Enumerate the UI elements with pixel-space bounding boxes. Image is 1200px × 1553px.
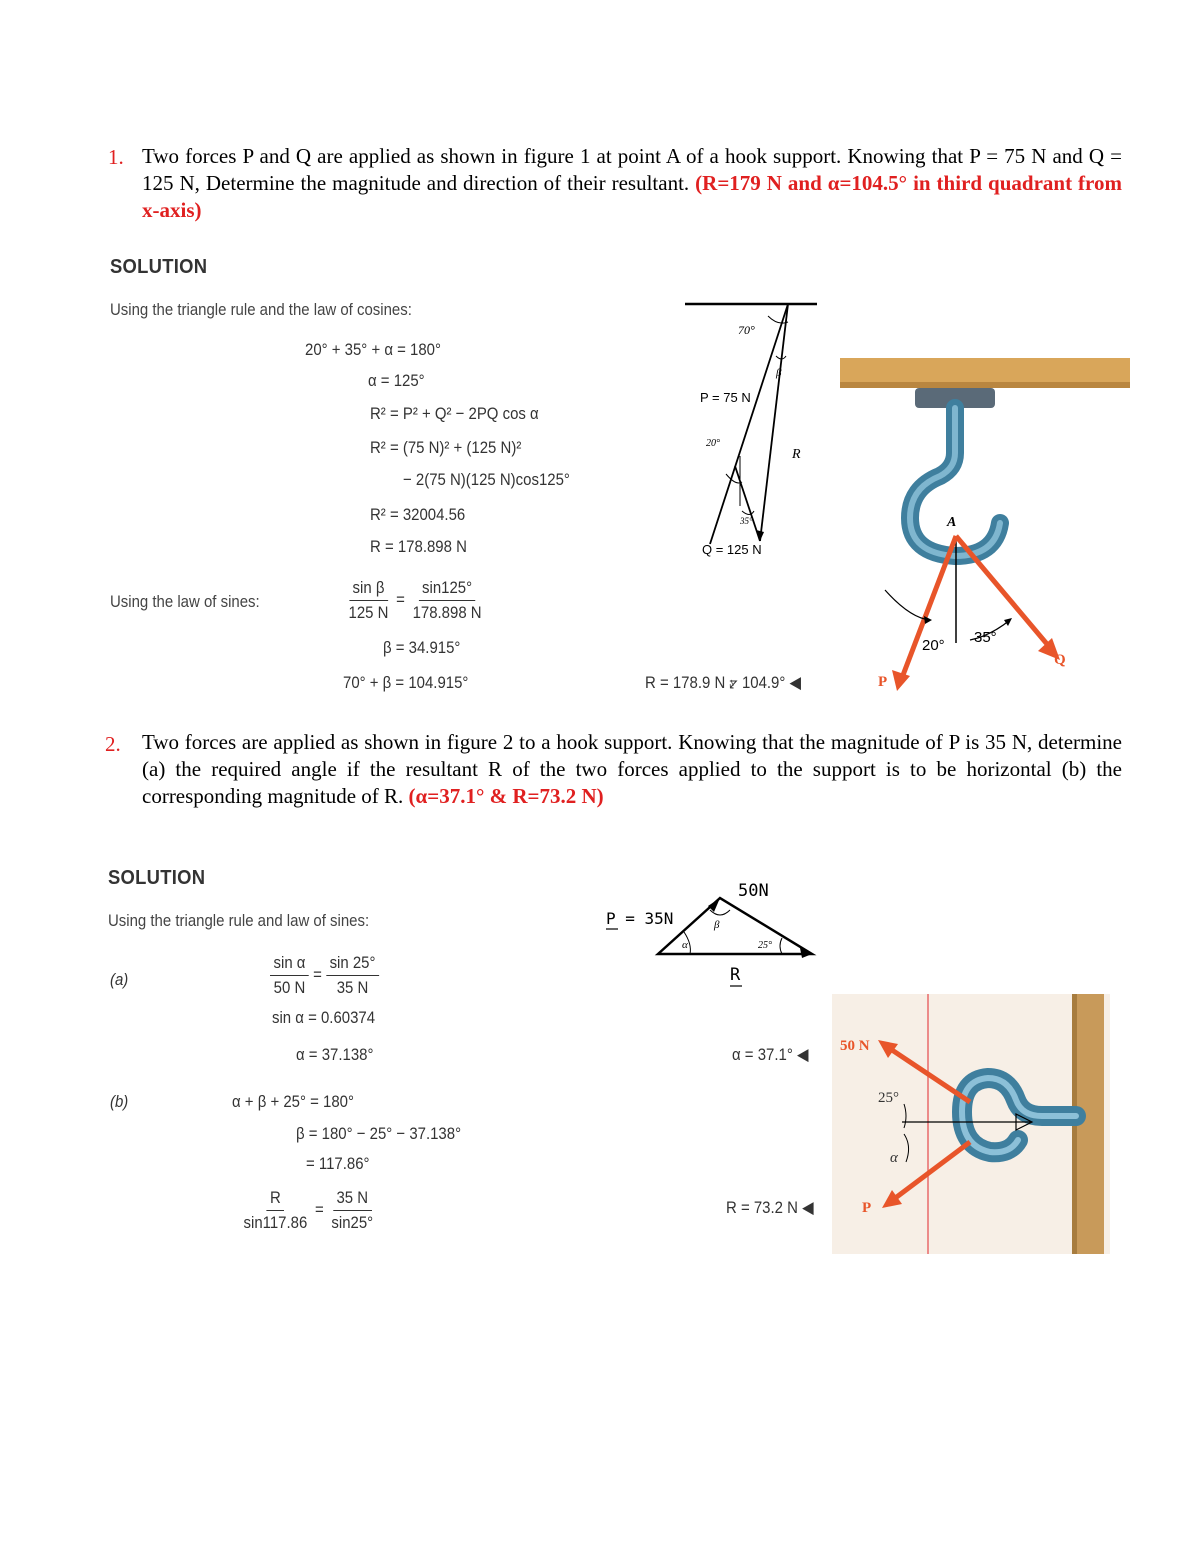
figure-point-a: A [947,515,957,530]
vector-r-line [760,304,788,541]
sketch-r-label: R [730,965,741,985]
angle-arc-35 [742,511,754,515]
figure-p-label: P [862,1200,872,1216]
sketch-q-label: Q = 125 N [702,542,762,557]
fraction-denominator: 50 N [273,978,306,997]
fraction-denominator: 178.898 N [412,603,482,622]
law-of-sines-equation-b: $\frac{R}{\sin 117.86}$ = $\frac{35 N}{\sin 25^\circ}$ [240,1188,377,1233]
equation-r-squared-substitution: R² = (75 N)² + (125 N)² [370,438,522,457]
problem-1-statement [142,143,1122,224]
problem-2-answer: (α=37.1° & R=73.2 N) [408,784,604,808]
force-q-arrow [956,536,1052,650]
problem-1-text: Two forces P and Q are applied as shown in figure 1 at point A of a hook support. Knowing that P = 75 N and Q = 125 N, Determine the magnitude and direction of their resultant. [142,144,1122,195]
equation-sin-alpha: sin α = 0.60374 [272,1008,376,1027]
fraction-denominator: sin117.86 [243,1213,308,1232]
fraction-denominator: sin25° [331,1213,374,1232]
sketch-angle-35: 35° [740,516,753,526]
solution-1-intro-cosines: Using the triangle rule and the law of cosines: [110,300,412,319]
solution-2-intro: Using the triangle rule and law of sines: [108,911,370,930]
problem-1-number: 1. [108,145,124,169]
figure-q-label: Q [1054,652,1066,668]
solution-1-intro-sines: Using the law of sines: [110,592,260,611]
equation-alpha: α = 125° [368,371,425,390]
force-triangle-sketch-2 [602,876,822,996]
arc-arrowhead-20 [924,616,932,624]
fraction-numerator: sin α [270,953,309,976]
fraction-numerator: sin125° [419,578,476,601]
law-of-sines-equation: $\frac{\text{sin β}}{125 N}$ = $\frac{\sin 125^\circ}{178.898 N}$ [345,578,485,623]
vector-q-line [735,466,760,541]
ceiling-beam-edge [840,382,1130,388]
equation-beta-b: β = 180° − 25° − 37.138° [296,1124,462,1143]
result-2b: R = 73.2 N ◀ [726,1198,814,1217]
sketch-angle-20: 20° [706,438,720,449]
result-1: R = 178.9 N ⦫ 104.9° ◀ [645,673,802,692]
equation-angle-sum-b: α + β + 25° = 180° [232,1092,354,1111]
fraction-numerator: sin β [349,578,388,601]
hook-figure-1 [840,358,1140,693]
solution-2-heading: SOLUTION [108,867,206,889]
equation-alpha-value: α = 37.138° [296,1045,374,1064]
law-of-sines-equation-a: $\frac{\text{sin α}}{50 N}$ = $\frac{\sin 25^\circ}{35 N}$ [270,953,379,998]
part-a-label: (a) [110,970,129,989]
figure-50n-label: 50 N [840,1038,870,1054]
equation-r-squared-value: R² = 32004.56 [370,505,466,524]
equation-r-value: R = 178.898 N [370,537,467,556]
figure-angle-20: 20° [922,637,945,654]
ceiling-beam [840,358,1130,386]
sketch-r-label: R [792,447,801,462]
arc-arrowhead-35 [1004,618,1012,626]
equation-law-of-cosines: R² = P² + Q² − 2PQ cos α [370,404,539,423]
sketch-beta: β [776,367,782,379]
arrowhead-r [756,530,764,541]
sketch-alpha: α [682,939,688,951]
problem-2-statement [142,729,1122,810]
problem-1-answer: (R=179 N and α=104.5° in third quadrant from x-axis) [142,171,1122,222]
sketch-beta: β [714,919,720,931]
fraction-denominator: 35 N [336,978,369,997]
figure-alpha: α [890,1150,898,1166]
sketch-p-label: P = 35N [606,909,674,928]
solution-1-heading: SOLUTION [110,256,208,278]
equation-r-squared-cos-term: − 2(75 N)(125 N)cos125° [403,470,570,489]
equation-beta: β = 34.915° [383,638,461,657]
fraction-numerator: R [266,1188,284,1211]
fraction-denominator: 125 N [348,603,389,622]
arrowhead-p [708,898,720,912]
angle-arc-25 [780,938,782,954]
figure-p-label: P [878,674,888,690]
figure-angle-25: 25° [878,1090,899,1106]
problem-2-text: Two forces are applied as shown in figure 2 to a hook support. Knowing that the magnitude of P is 35 N, determine (a) the required angle if the resultant R of the two forces applied to the support is to be horizontal (b) the corresponding magnitude of R. [142,730,1122,808]
arrowhead-p [892,670,910,691]
equation-beta-value: = 117.86° [306,1154,370,1173]
result-2a: α = 37.1° ◀ [732,1045,809,1064]
sketch-angle-70: 70° [738,323,755,337]
part-b-label: (b) [110,1092,129,1111]
sketch-p-label: P = 75 N [700,390,751,405]
problem-2-number: 2. [105,732,121,756]
force-triangle-sketch-1 [680,296,820,566]
hook-highlight [910,408,1000,556]
fraction-numerator: sin 25° [326,953,379,976]
hook-figure-2 [832,994,1110,1254]
equation-angle-sum: 20° + 35° + α = 180° [305,340,441,359]
equation-direction: 70° + β = 104.915° [343,673,469,692]
fraction-numerator: 35 N [333,1188,372,1211]
figure-angle-35: 35° [974,629,997,646]
sketch-50n-label: 50N [738,881,769,901]
sketch-angle-25: 25° [758,940,772,951]
